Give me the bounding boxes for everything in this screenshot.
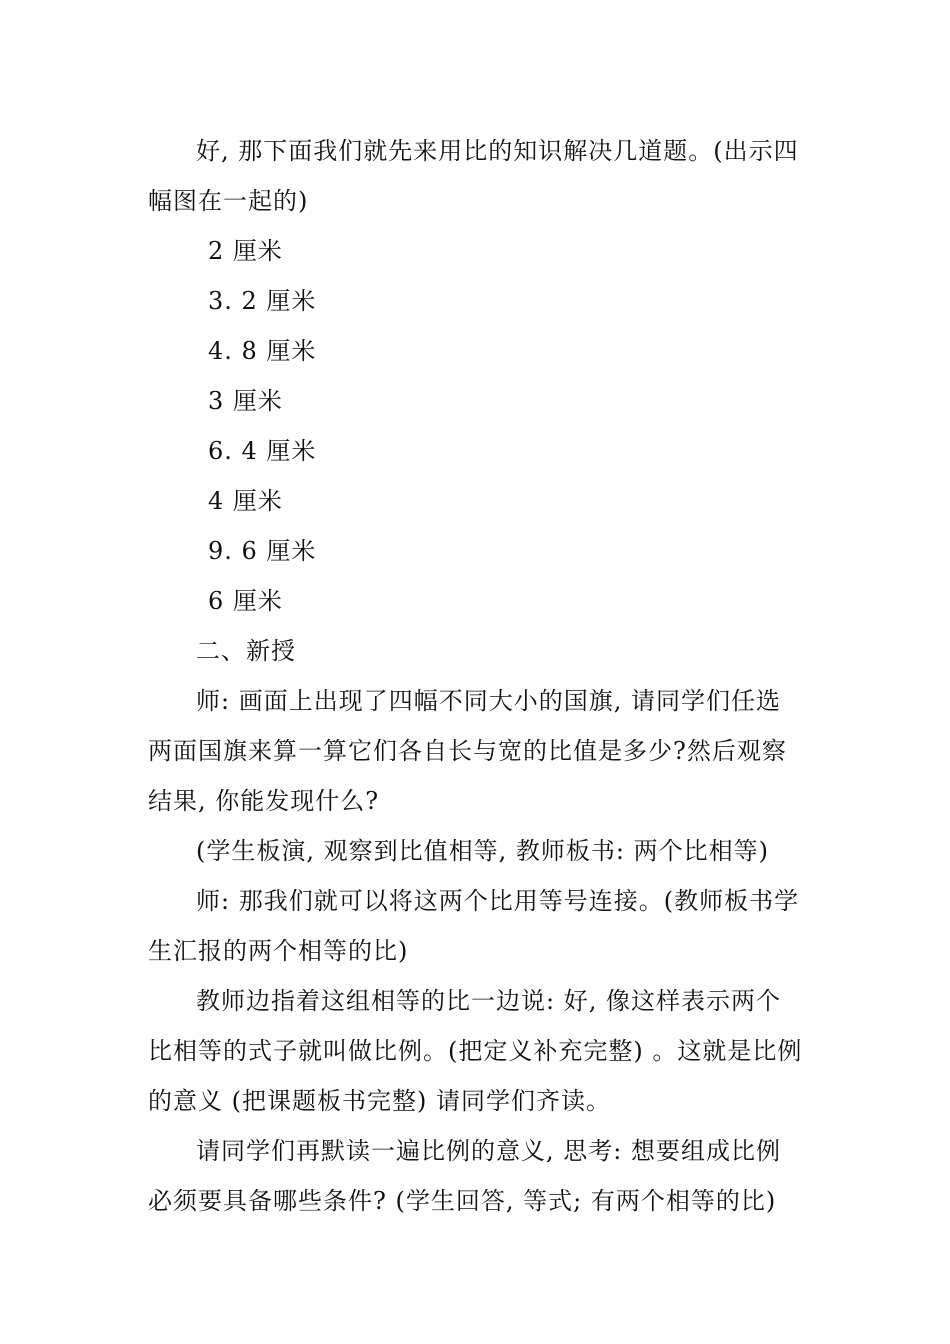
measurement-label: 3. 2 厘米 bbox=[208, 287, 317, 315]
paragraph-5-line-2: 比相等的式子就叫做比例。(把定义补充完整) 。这就是比例 bbox=[148, 1037, 803, 1065]
section-heading: 二、新授 bbox=[196, 637, 296, 665]
paragraph-2-line-1: 师: 画面上出现了四幅不同大小的国旗, 请同学们任选 bbox=[196, 687, 781, 715]
measurement-label: 4 厘米 bbox=[208, 487, 283, 515]
paragraph-3-line-1: (学生板演, 观察到比值相等, 教师板书: 两个比相等) bbox=[196, 837, 769, 865]
paragraph-2-line-3: 结果, 你能发现什么? bbox=[148, 787, 380, 815]
paragraph-1-line-1: 好, 那下面我们就先来用比的知识解决几道题。(出示四 bbox=[196, 137, 799, 165]
measurement-label: 9. 6 厘米 bbox=[208, 537, 317, 565]
measurement-label: 3 厘米 bbox=[208, 387, 283, 415]
paragraph-1-line-2: 幅图在一起的) bbox=[148, 187, 309, 215]
paragraph-4-line-2: 生汇报的两个相等的比) bbox=[148, 937, 409, 965]
measurement-label: 6 厘米 bbox=[208, 587, 283, 615]
paragraph-5-line-3: 的意义 (把课题板书完整) 请同学们齐读。 bbox=[148, 1087, 611, 1115]
paragraph-6-line-2: 必须要具备哪些条件? (学生回答, 等式; 有两个相等的比) bbox=[148, 1187, 777, 1215]
paragraph-5-line-1: 教师边指着这组相等的比一边说: 好, 像这样表示两个 bbox=[196, 987, 781, 1015]
paragraph-2-line-2: 两面国旗来算一算它们各自长与宽的比值是多少?然后观察 bbox=[148, 737, 787, 765]
measurement-label: 4. 8 厘米 bbox=[208, 337, 317, 365]
paragraph-4-line-1: 师: 那我们就可以将这两个比用等号连接。(教师板书学 bbox=[196, 887, 800, 915]
paragraph-6-line-1: 请同学们再默读一遍比例的意义, 思考: 想要组成比例 bbox=[196, 1137, 781, 1165]
measurement-label: 6. 4 厘米 bbox=[208, 437, 317, 465]
measurement-label: 2 厘米 bbox=[208, 237, 283, 265]
